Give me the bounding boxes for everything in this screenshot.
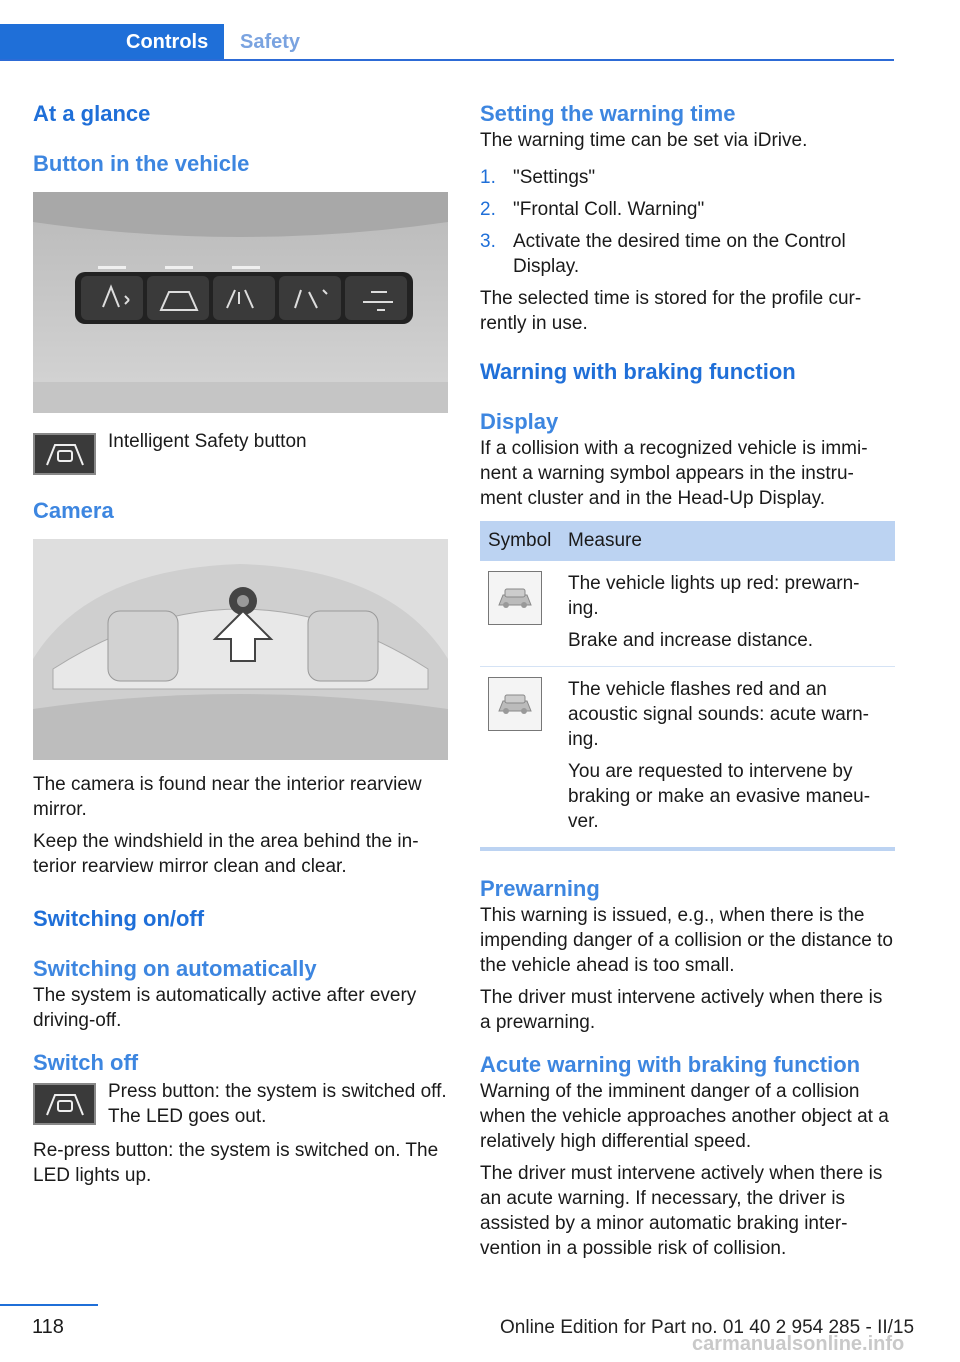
heading-camera: Camera [33, 498, 114, 523]
display-paragraph: If a collision with a recognized vehicle is immi-nent a warning symbol appears in the instru-ment cluster and in the Head-Up Display. [480, 438, 868, 509]
steps-list [480, 165, 895, 279]
camera-location-photo [33, 539, 448, 760]
intelligent-safety-icon [33, 433, 96, 475]
heading-switch-off: Switch off [33, 1050, 139, 1075]
heading-at-a-glance: At a glance [33, 101, 151, 126]
heading-setting-warning-time: Setting the warning time [480, 101, 736, 126]
auto-paragraph: The system is automatically active after every driving-off. [33, 985, 417, 1031]
button-panel-photo [33, 192, 448, 413]
edition-text: Online Edition for Part no. 01 40 2 954 285 - II/15 [500, 1317, 915, 1338]
camera-illustration [33, 539, 448, 760]
list-item: 1. "Settings" [480, 167, 596, 188]
right-column [480, 100, 895, 1268]
table-row [480, 667, 895, 848]
table-bottom-rule [480, 847, 895, 851]
tab-safety[interactable]: Safety [240, 31, 301, 53]
intelligent-safety-icon [33, 1083, 96, 1125]
section-tabs [0, 24, 894, 61]
vehicle-warning-icon [488, 677, 542, 731]
heading-acute-warning: Acute warning with braking function [480, 1052, 861, 1077]
stored-paragraph: The selected time is stored for the profile cur-rently in use. [480, 288, 862, 334]
warning-time-intro: The warning time can be set via iDrive. [480, 130, 808, 151]
heading-button-in-vehicle: Button in the vehicle [33, 151, 250, 176]
camera-paragraph-1: The camera is found near the interior rearview mirror. [33, 774, 422, 820]
col-symbol: Symbol [480, 521, 560, 561]
row2-text-b: You are requested to intervene by braking or make an evasive maneu-ver. [568, 761, 871, 832]
page-number: 118 [32, 1316, 64, 1338]
acute-paragraph-2: The driver must intervene actively when there is an acute warning. If necessary, the driver is assisted by a minor automatic braking inter-vention in a possible risk of collision. [480, 1163, 883, 1259]
repress-paragraph: Re-press button: the system is switched on. The LED lights up. [33, 1140, 439, 1186]
list-item: 3. Activate the desired time on the Control Display. [480, 231, 846, 277]
switch-off-text: Press button: the system is switched off. The LED goes out. [108, 1081, 447, 1127]
row1-text-b: Brake and increase distance. [568, 630, 814, 651]
vehicle-warning-icon [488, 571, 542, 625]
row1-text-a: The vehicle lights up red: prewarn-ing. [568, 573, 860, 619]
left-column [33, 100, 448, 1195]
button-caption-row [33, 433, 448, 475]
col-measure: Measure [560, 521, 895, 561]
acute-paragraph-1: Warning of the imminent danger of a collision when the vehicle approaches another object at a relatively high differential speed. [480, 1081, 889, 1152]
button-caption: Intelligent Safety button [108, 431, 307, 452]
watermark: carmanualsonline.info [692, 1333, 905, 1355]
camera-paragraph-2: Keep the windshield in the area behind the in-terior rearview mirror clean and clear. [33, 831, 419, 877]
heading-warning-braking: Warning with braking function [480, 359, 796, 384]
table-row [480, 561, 895, 667]
tab-rule [0, 59, 894, 61]
button-panel-illustration [33, 192, 448, 413]
heading-display: Display [480, 409, 559, 434]
footer-rule [0, 1304, 98, 1306]
heading-switching-on-automatically: Switching on automatically [33, 956, 317, 981]
list-item: 2. "Frontal Coll. Warning" [480, 199, 705, 220]
tab-controls[interactable]: Controls [0, 24, 224, 61]
heading-switching-on-off: Switching on/off [33, 906, 205, 931]
heading-prewarning: Prewarning [480, 876, 600, 901]
symbol-table [480, 521, 895, 847]
prewarning-paragraph-2: The driver must intervene actively when there is a prewarning. [480, 987, 883, 1033]
row2-text-a: The vehicle flashes red and an acoustic signal sounds: acute warn-ing. [568, 679, 869, 750]
switch-off-row [33, 1083, 448, 1136]
prewarning-paragraph-1: This warning is issued, e.g., when there is the impending danger of a collision or the distance to the vehicle ahead is too small. [480, 905, 893, 976]
